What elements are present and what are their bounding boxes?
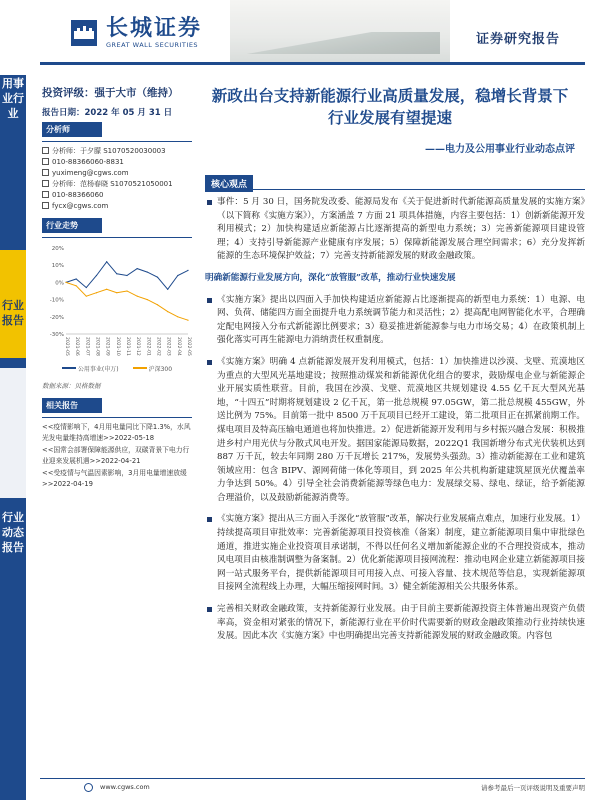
y-tick-label: -20% (49, 314, 64, 321)
side-tab-industry-report: 行业报告 (0, 258, 26, 358)
side-spacer (0, 368, 26, 498)
data-point (116, 292, 117, 293)
y-tick-label: 20% (51, 246, 64, 252)
data-point (147, 271, 148, 272)
company-logo (70, 10, 220, 56)
logo-name-en: GREAT WALL SECURITIES (106, 41, 199, 49)
report-body (205, 196, 585, 652)
paragraph-finance: 完善相关财政金融政策，支持新能源行业发展。由于目前主要新能源投资主体普遍出现资产负债率高，资金相对紧张的情况下，新能源行业在平价时代需要新的财政金融政策推动行业持续快速发展。因此本次《实施方案》中也明确提出完善支持新能源发展的财政金融政策。内容包 (205, 603, 585, 644)
report-type: 证券研究报告 (475, 32, 560, 47)
email-icon (42, 169, 49, 176)
paragraph-reform: 《实施方案》提出从三方面入手深化“放管服”改革，解决行业发展痛点难点，加速行业发展。1）持续提高项目审批效率：完善新能源项目投资核准（备案）制度，建立新能源项目集中审批绿色通道，推进实施企业投资项目承诺制，不得以任何名义增加新能源企业的不合理投资成本，推动风电项目由核准制调整为备案制。2）优化新能源项目接网流程：推动电网企业建立新能源项目接网一站式服务平台，提供新能源项目可用接入点、可接入容量、技术规范等信息，实现新能源项目接网全流程线上办理，大幅压缩接网时间。3）健全新能源相关公共服务体系。 (205, 513, 585, 595)
paragraph-power-system: 《实施方案》提出以四面入手加快构建适应新能源占比逐渐提高的新型电力系统：1）电源、电网、负荷、储能四方面全面提升电力系统调节能力和灵活性；2）提高配电网智能化水平，合理确定配电网接入分布式新能源比例要求；3）稳妥推进新能源参与电力市场交易；4）在政策机制上强化落实可再生能源电力消纳责任权重制度。 (205, 294, 585, 348)
x-tick-label: 2022-01 (145, 337, 151, 356)
trend-chart-svg (42, 242, 192, 362)
analyst-section-header (42, 122, 192, 142)
investment-rating: 投资评级：强于大市（维持） (42, 87, 179, 99)
legend-item-hs300: 沪深300 (133, 364, 172, 373)
y-tick-label: -30% (49, 332, 64, 338)
x-tick-label: 2021-09 (104, 337, 110, 356)
analyst-section-title: 分析师 (42, 122, 102, 137)
x-tick-label: 2021-07 (84, 337, 90, 356)
data-point (96, 275, 97, 276)
y-tick-label: -10% (49, 297, 64, 304)
data-point (137, 268, 138, 269)
x-tick-label: 2021-12 (135, 337, 141, 356)
analyst-line: 010-88366060 (42, 190, 192, 201)
side-tab-dynamic-report: 行业动态报告 (0, 500, 26, 610)
disclaimer-note: 请参考最后一页评级说明及重要声明 (481, 784, 585, 792)
related-report-link[interactable]: <<疫情影响下，4月用电量同比下降1.3%，水风光发电量维持高增速>>2022-05-18 (42, 423, 191, 442)
header-banner-image (230, 0, 450, 62)
data-point (86, 296, 87, 297)
report-date: 报告日期：2022 年 05 月 31 日 (42, 108, 173, 118)
paragraph-event: 事件：5 月 30 日，国务院发改委、能源局发布《关于促进新时代新能源高质量发展的实施方案》（以下简称《实施方案》），方案涵盖 7 方面 21 项具体措施，内容主要包括：1）创新新能源开发利用模式；2）加快构建适应新能源占比逐渐提高的新型电力系统；3）完善新能源项目建设管理；4）支持引导新能源产业健康有序发展；5）保障新能源发展合理空间需求；6）充分发挥新能源的生态环境保护效益；7）完善支持新能源发展的财政金融政策。 (205, 196, 585, 264)
email-icon (42, 202, 49, 209)
data-point (106, 261, 107, 262)
header-divider (40, 62, 585, 65)
y-tick-label: 0% (55, 280, 64, 287)
analyst-line: 010-88366060-8831 (42, 157, 192, 168)
analyst-line: fycx@cgws.com (42, 201, 192, 212)
data-point (76, 278, 77, 279)
paragraph-development-modes: 《实施方案》明确 4 点新能源发展开发利用模式，包括：1）加快推进以沙漠、戈壁、荒漠地区为重点的大型风光基地建设；按照推动煤炭和新能源优化组合的要求，鼓励煤电企业与新能源企业开展实质性联营。目前，我国在沙漠、戈壁、荒漠地区共规划建设 4.55 亿千瓦大型风光基地，“十四五”时期将规划建设 2 亿千瓦，第一批总规模 97.05GW，第二批总规模 455GW，外送比例为 75%。目前第一批中 8500 万千瓦项目已经开工建设，第二批项目正在抓紧前期工作。煤电项目及特高压输电通道也将加快推进。2）促进新能源开发利用与乡村振兴融合发展：积极推进乡村户用光伏与分散式风电开发。据国家能源局数据，2022Q1 我国新增分布式光伏装机达到 887 万千瓦，较去年同期 280 万千瓦增长 217%，发展势头强劲。3）推动新能源在工业和建筑领域应用：包含 BIPV、源网荷储一体化等项目，到 2025 年公共机构新建建筑屋顶光伏覆盖率力争达到 50%。4）引导全社会消费新能源等绿色电力：发展绿交易、绿电、绿证，给予新能源合理溢价，以及鼓励新能源消费等。 (205, 356, 585, 506)
phone-icon (42, 158, 49, 165)
core-view-header (205, 174, 585, 190)
side-tab-industry: 用事业行业 (0, 42, 26, 242)
data-point (137, 296, 138, 297)
x-tick-label: 2021-10 (114, 337, 120, 356)
analyst-line: 分析师：范杨春晓 S1070521050001 (42, 179, 192, 190)
left-info-column (42, 85, 192, 491)
data-point (76, 285, 77, 286)
side-accent (0, 250, 26, 258)
industry-trend-chart (42, 242, 192, 362)
data-point (65, 282, 66, 283)
x-tick-label: 2021-08 (94, 337, 100, 356)
data-point (86, 287, 87, 288)
report-title: 新政出台支持新能源行业高质量发展，稳增长背景下行业发展有望提速 (211, 87, 569, 127)
data-point (116, 273, 117, 274)
x-tick-label: 2022-02 (155, 337, 161, 356)
data-point (106, 289, 107, 290)
chart-legend (42, 364, 192, 373)
great-wall-logo-icon (70, 19, 98, 47)
legend-item-utilities: 公用事业(申万) (62, 364, 119, 373)
data-point (167, 289, 168, 290)
x-tick-label: 2021-05 (64, 337, 69, 356)
data-point (157, 304, 158, 305)
related-section-header (42, 398, 192, 418)
x-tick-label: 2022-03 (165, 337, 171, 356)
data-point (167, 311, 168, 312)
website-link[interactable]: www.cgws.com (100, 783, 150, 791)
data-point (126, 290, 127, 291)
data-point (177, 275, 178, 276)
logo-name-cn: 长城证券 (106, 16, 203, 41)
series-line-hs300 (66, 282, 188, 320)
related-report-link[interactable]: <<受疫情与气温因素影响，3月用电量增速放缓>>2022-04-19 (42, 469, 187, 488)
globe-icon (84, 783, 93, 792)
page-header (0, 0, 600, 75)
related-report-link[interactable]: <<国常会部署保障能源供应，双碳背景下电力行业迎来发展机遇>>2022-04-21 (42, 446, 190, 465)
person-icon (42, 180, 49, 187)
x-tick-label: 2021-11 (125, 337, 130, 356)
section-heading: 明确新能源行业发展方向，深化“放管服”改革，推动行业快速发展 (205, 272, 456, 283)
analyst-line: 分析师：于夕朦 S1070520030003 (42, 146, 192, 157)
data-point (187, 270, 188, 271)
data-point (147, 299, 148, 300)
trend-section-title: 行业走势 (42, 218, 102, 233)
core-view-title: 核心观点 (205, 175, 253, 192)
phone-icon (42, 191, 49, 198)
x-tick-label: 2022-05 (186, 337, 191, 356)
related-reports-list (42, 422, 192, 490)
analyst-line: yuximeng@cgws.com (42, 168, 192, 179)
data-point (187, 320, 188, 321)
data-point (96, 292, 97, 293)
person-icon (42, 147, 49, 154)
data-point (157, 277, 158, 278)
data-point (126, 275, 127, 276)
y-tick-label: 10% (51, 263, 64, 270)
chart-source: 数据来源：贝格数据 (42, 382, 101, 390)
related-section-title: 相关报告 (42, 398, 102, 413)
data-point (177, 316, 178, 317)
page-footer (40, 778, 585, 792)
trend-section-header (42, 218, 192, 238)
x-tick-label: 2021-06 (74, 337, 80, 356)
x-tick-label: 2022-04 (175, 337, 181, 356)
report-subtitle: ——电力及公用事业行业动态点评 (425, 144, 575, 155)
